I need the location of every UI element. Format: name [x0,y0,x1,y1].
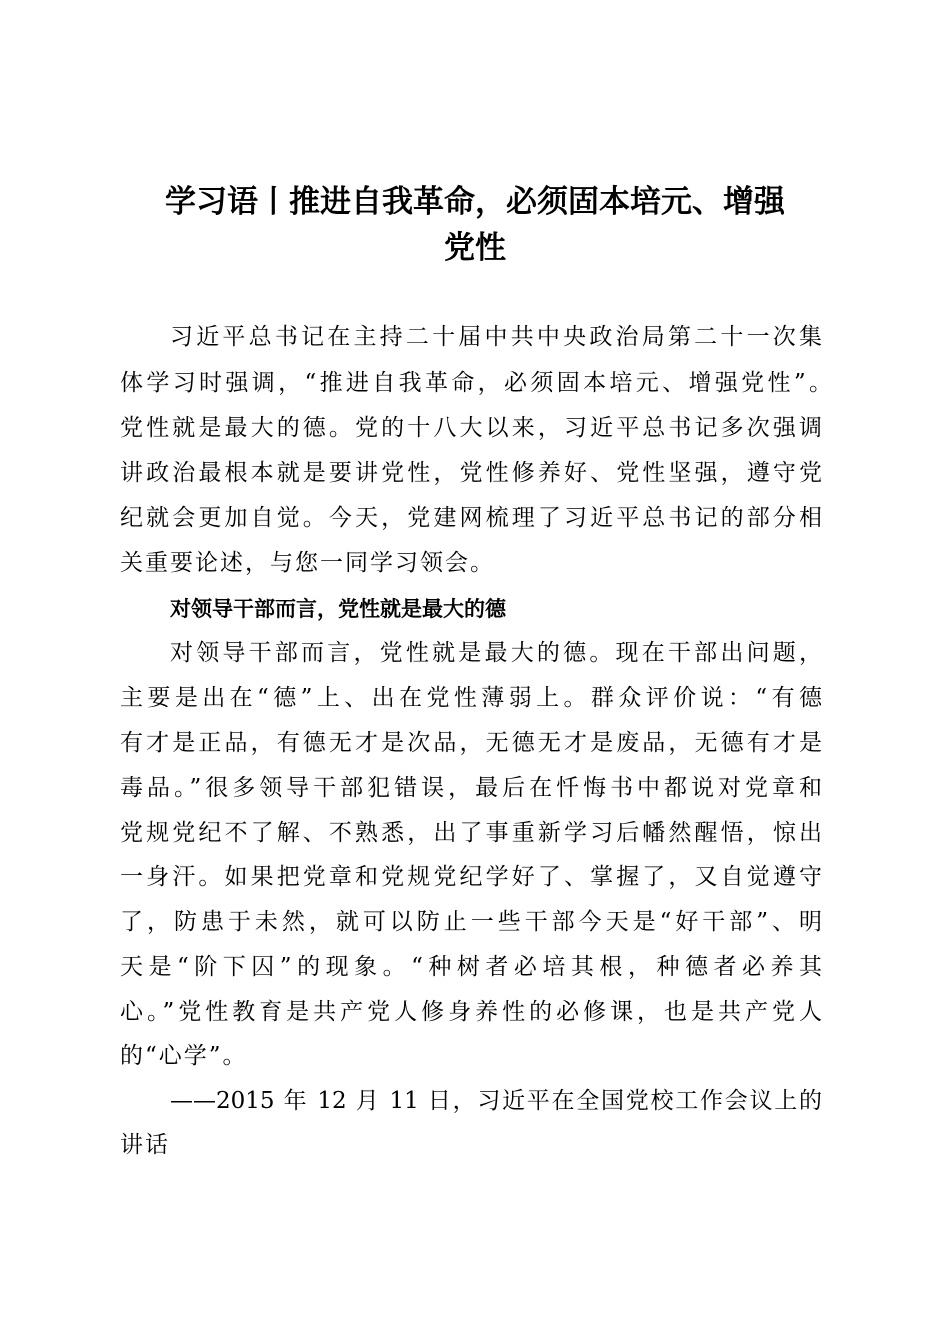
source-line-1: ——2015 年 12 月 11 日，习近平在全国党校工作会议上的 [170,1088,822,1114]
body-line-3: 有才是正品，有德无才是次品，无德无才是废品，无德有才是 [120,730,822,756]
intro-line-2: 体学习时强调，“推进自我革命，必须固本培元、增强党性”。 [120,370,832,396]
body-line-8: 天是“阶下囚”的现象。“种树者必培其根，种德者必养其 [120,954,822,980]
intro-line-4: 讲政治最根本就是要讲党性，党性修养好、党性坚强，遵守党 [120,460,822,486]
body-line-7: 了，防患于未然，就可以防止一些干部今天是“好干部”、明 [120,909,822,935]
section-heading: 对领导干部而言，党性就是最大的德 [170,597,506,621]
article-title-continued: 党性 [444,230,506,266]
body-line-1: 对领导干部而言，党性就是最大的德。现在干部出问题， [170,640,822,666]
intro-line-5: 纪就会更加自觉。今天，党建网梳理了习近平总书记的部分相 [120,505,822,531]
intro-line-6: 关重要论述，与您一同学习领会。 [120,550,495,576]
intro-line-1: 习近平总书记在主持二十届中共中央政治局第二十一次集 [170,324,822,350]
article-title: 学习语丨推进自我革命，必须固本培元、增强 [165,184,785,220]
body-line-4: 毒品。”很多领导干部犯错误，最后在忏悔书中都说对党章和 [120,775,822,801]
body-line-2: 主要是出在“德”上、出在党性薄弱上。群众评价说：“有德 [120,685,822,711]
intro-line-3: 党性就是最大的德。党的十八大以来，习近平总书记多次强调 [120,415,822,441]
body-line-10: 的“心学”。 [120,1043,248,1069]
body-line-5: 党规党纪不了解、不熟悉，出了事重新学习后幡然醒悟，惊出 [120,820,822,846]
source-line-2: 讲话 [120,1132,170,1158]
body-line-9: 心。”党性教育是共产党人修身养性的必修课，也是共产党人 [120,999,822,1025]
body-line-6: 一身汗。如果把党章和党规党纪学好了、掌握了，又自觉遵守 [120,864,822,890]
